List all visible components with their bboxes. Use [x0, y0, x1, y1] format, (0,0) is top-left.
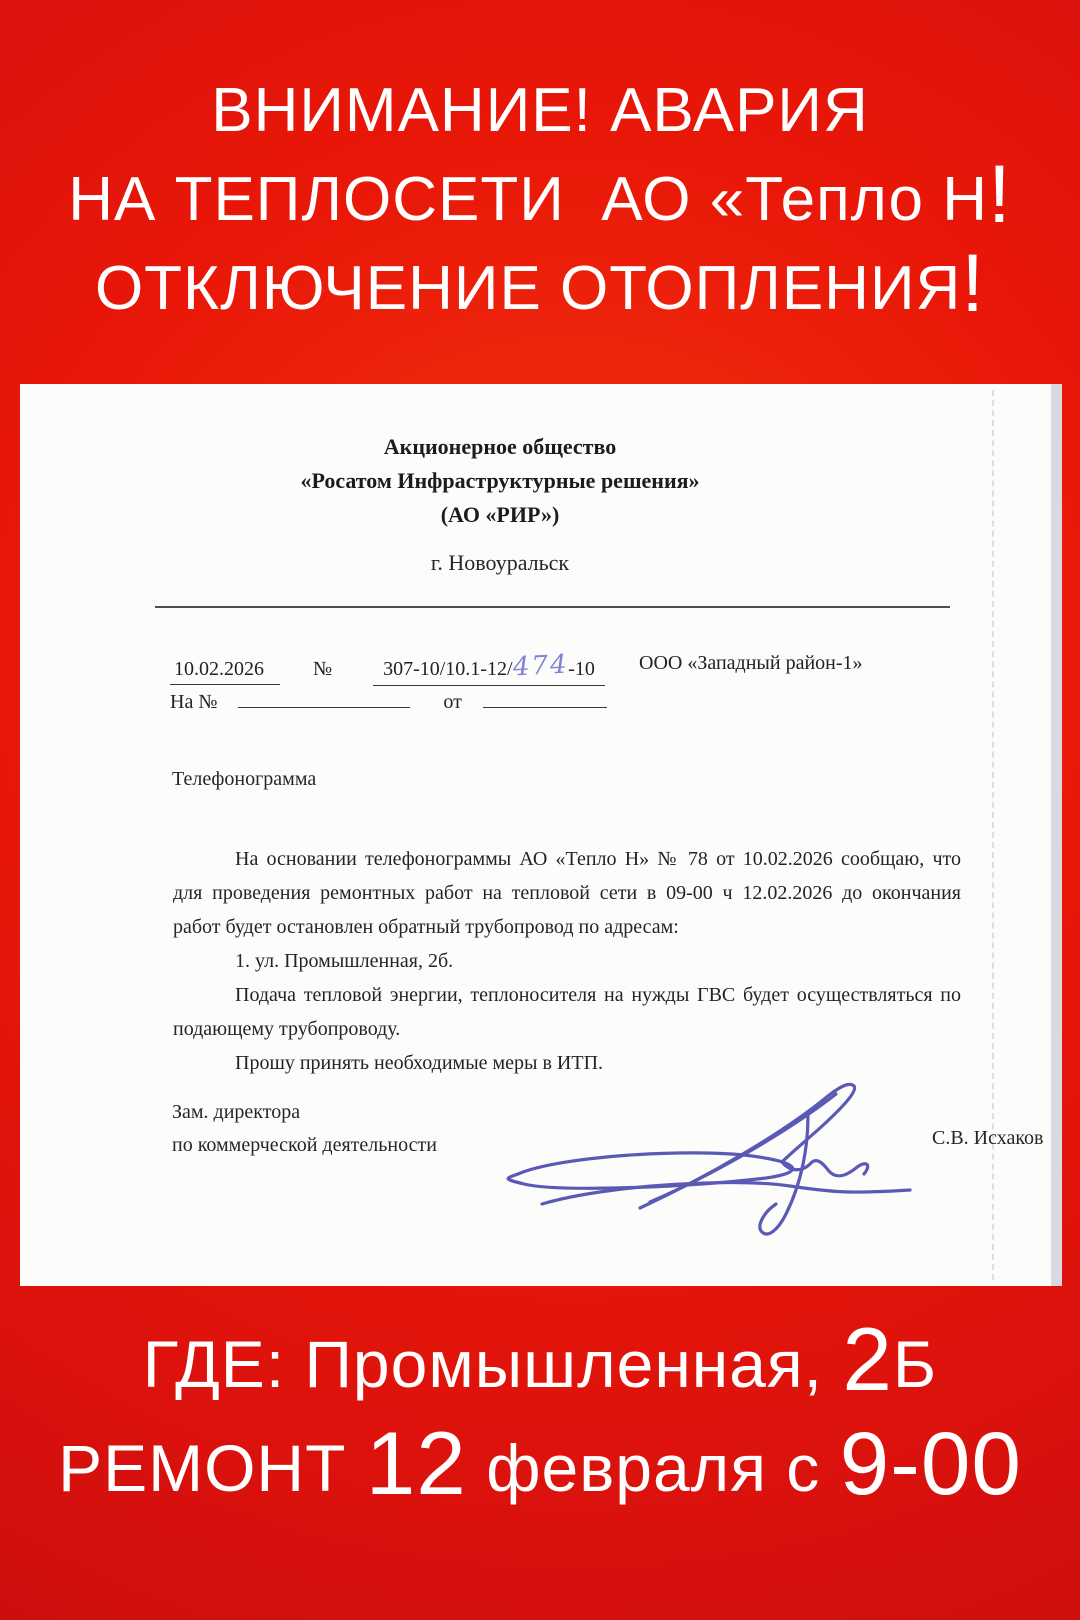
body-line: На основании телефонограммы АО «Тепло Н» № 78 от 10.02.2026 сообщаю, что	[235, 848, 961, 870]
body-line: для проведения ремонтных работ на тепловой сети в 09-00 ч 12.02.2026 до окончания	[173, 882, 961, 904]
document-body	[173, 842, 961, 1080]
reference-row-incoming	[170, 686, 1050, 714]
body-line: Прошу принять необходимые меры в ИТП.	[235, 1052, 604, 1074]
headline-line-1: ВНИМАНИЕ! АВАРИЯ	[211, 76, 869, 145]
document-type: Телефонограмма	[172, 768, 317, 790]
exclamation-mark: !	[961, 238, 986, 329]
number-sign: №	[313, 658, 333, 680]
signer-position-line-1: Зам. директора	[172, 1101, 301, 1123]
headline-line-3: ОТКЛЮЧЕНИЕ ОТОПЛЕНИЯ!	[94, 238, 986, 329]
org-city: г. Новоуральск	[430, 550, 570, 575]
scanned-document	[20, 384, 1062, 1286]
headline-line-2: НА ТЕПЛОСЕТИ АО «Тепло Н!	[68, 149, 1012, 240]
recipient-name: ООО «Западный район-1»	[639, 652, 863, 674]
big-date: 12	[365, 1413, 467, 1513]
big-digit: 2	[842, 1309, 893, 1409]
org-name-line-3: (АО «РИР»)	[440, 502, 560, 527]
incoming-number-label: На №	[170, 691, 218, 713]
incoming-number-blank	[238, 686, 410, 708]
body-line: Подача тепловой энергии, теплоносителя на нужды ГВС будет осуществляться по	[235, 984, 961, 1006]
body-line-address: 1. ул. Промышленная, 2б.	[235, 950, 454, 972]
letterhead	[20, 430, 980, 576]
body-line: подающему трубопроводу.	[173, 1018, 401, 1040]
incoming-date-blank	[483, 686, 607, 708]
org-name-line-1: Акционерное общество	[383, 434, 617, 459]
exclamation-mark: !	[988, 149, 1012, 240]
handwritten-number: 474	[511, 649, 569, 683]
outgoing-date: 10.02.2026	[170, 658, 280, 685]
reference-row-outgoing	[170, 649, 1050, 686]
incoming-date-label: от	[443, 691, 462, 713]
signer-position-line-2: по коммерческой деятельности	[172, 1134, 437, 1156]
poster-headline	[0, 70, 1080, 330]
scan-edge-shadow	[1051, 384, 1062, 1286]
outgoing-number: 307-10/10.1-12/474-10	[373, 652, 605, 686]
letterhead-divider	[155, 606, 950, 608]
body-line: работ будет остановлен обратный трубопровод по адресам:	[173, 916, 679, 938]
big-time: 9-00	[839, 1413, 1022, 1513]
handwritten-signature	[490, 1072, 950, 1262]
poster-footer	[0, 1308, 1080, 1516]
org-name-line-2: «Росатом Инфраструктурные решения»	[300, 468, 700, 493]
signer-name: С.В. Исхаков	[932, 1127, 1044, 1149]
footer-line-2: РЕМОНТ 12 февраля с 9-00	[58, 1413, 1022, 1513]
footer-line-1: ГДЕ: Промышленная, 2Б	[142, 1309, 938, 1409]
